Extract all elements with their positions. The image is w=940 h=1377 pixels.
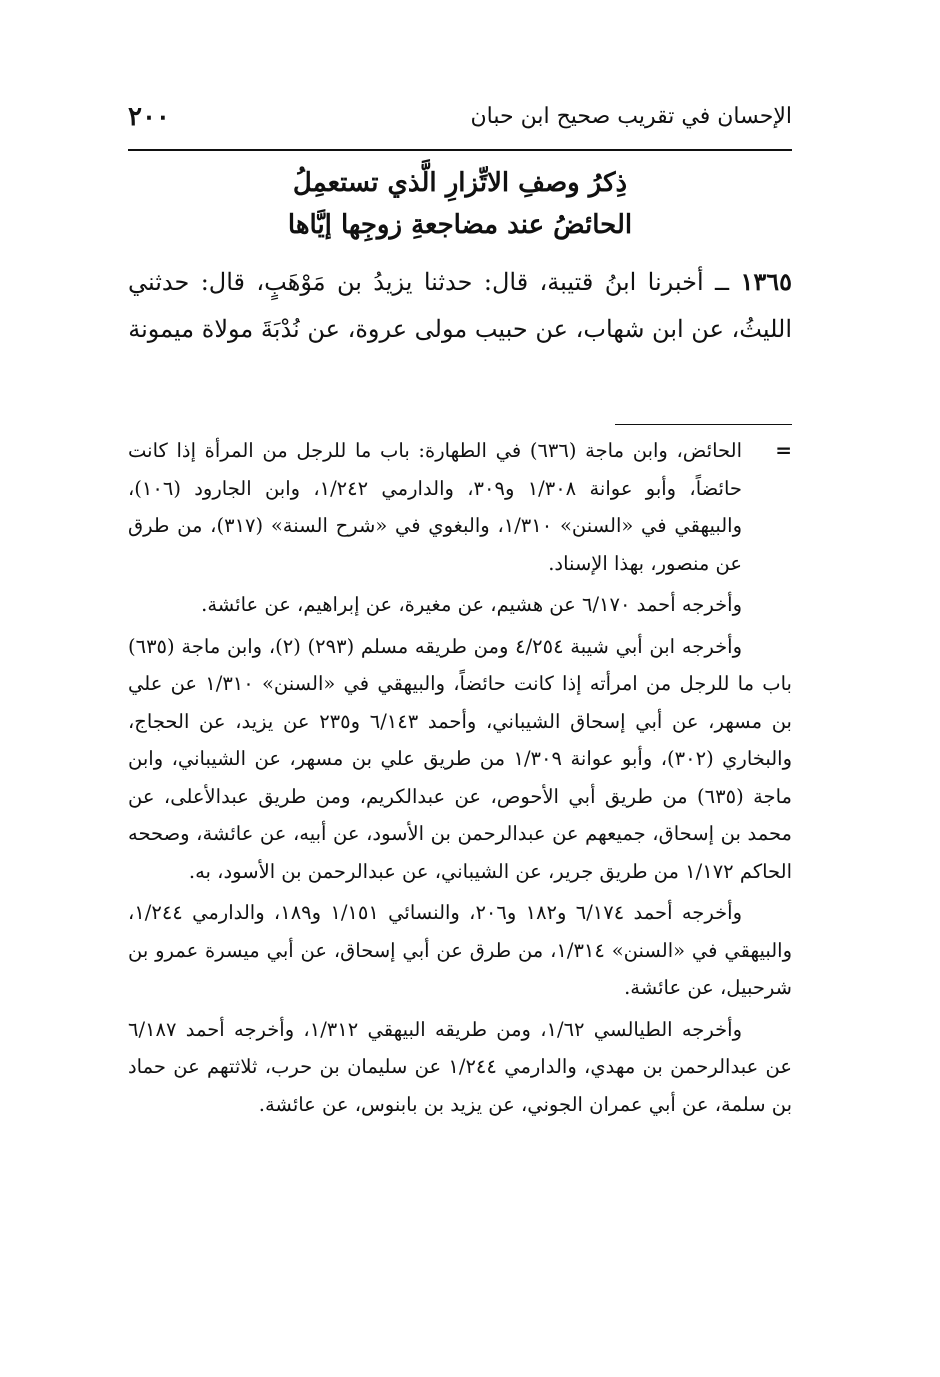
footnote-text: وأخرجه ابن أبي شيبة ٤/٢٥٤ ومن طريقه مسلم (٢٩٣) (٢)، وابن ماجة (٦٣٥) باب ما للرجل من امرأته إذا كانت حائضاً، والبيهقي في «السنن» ١/٣١٠ عن علي بن مسهر، عن أبي إسحاق الشيباني، وأحمد ٦/١٤٣ و٢٣٥ عن يزيد، عن الحجاج، والبخاري (٣٠٢)، وأبو عوانة ١/٣٠٩ من طريق علي بن مسهر، عن الشيباني، وابن ماجة (٦٣٥) من طريق أبي الأحوص، عن عبدالكريم، ومن طريق عبدالأعلى، عن محمد بن إسحاق، جميعهم عن عبدالرحمن بن الأسود، عن أبيه، عن عائشة، وصححه الحاكم ١/١٧٢ من طريق جرير، عن الشيباني، عن عبدالرحمن بن الأسود، به. (128, 634, 793, 883)
footnote-paragraph (128, 628, 792, 891)
hadith-text (128, 258, 792, 353)
footnote-paragraph (128, 1011, 792, 1124)
hadith-number: ١٣٦٥ (740, 267, 792, 296)
footnote-text: الحائض، وابن ماجة (٦٣٦) في الطهارة: باب ما للرجل من المرأة إذا كانت حائضاً، وأبو عوانة ١/٣٠٨ و٣٠٩، والدارمي ١/٢٤٢، وابن الجارود (١٠٦)، والبيهقي في «السنن» ١/٣١٠، والبغوي في «شرح السنة» (٣١٧)، من طرق عن منصور، بهذا الإسناد. (128, 439, 743, 575)
running-header (128, 88, 792, 132)
continuation-mark: = (775, 438, 792, 462)
running-title: الإحسان في تقريب صحيح ابن حبان (470, 104, 792, 129)
chapter-heading (128, 162, 792, 246)
footnote-paragraph (128, 586, 792, 624)
footnote-separator (615, 424, 792, 425)
chapter-heading-line-2: الحائضُ عند مضاجعةِ زوجِها إيَّاها (287, 210, 633, 240)
footnote-paragraph (128, 894, 792, 1007)
footnote-paragraph (128, 432, 792, 582)
page-number: ٢٠٠ (128, 102, 170, 132)
footnote-text: وأخرجه الطيالسي ١/٦٢، ومن طريقه البيهقي ١/٣١٢، وأخرجه أحمد ٦/١٨٧ عن عبدالرحمن بن مهدي، والدارمي ١/٢٤٤ عن سليمان بن حرب، ثلاثتهم عن حماد بن سلمة، عن أبي عمران الجوني، عن يزيد بن بابنوس، عن عائشة. (128, 1017, 793, 1116)
footnote-text: وأخرجه أحمد ٦/١٧٤ و١٨٢ و٢٠٦، والنسائي ١/١٥١ و١٨٩، والدارمي ١/٢٤٤، والبيهقي في «السنن» ١/٣١٤، من طرق عن أبي إسحاق، عن أبي ميسرة عمرو بن شرحبيل، عن عائشة. (128, 901, 792, 999)
chapter-heading-line-1: ذِكرُ وصفِ الاتِّزارِ الَّذي تستعمِلُ (292, 168, 628, 198)
hadith-body: ــ أخبرنا ابنُ قتيبة، قال: حدثنا يزيدُ بن مَوْهَبٍ، قال: حدثني الليثُ، عن ابن شهاب، عن حبيب مولى عروة، عن نُدْبَةَ مولاة ميمونة (128, 268, 792, 343)
footnotes (128, 432, 792, 1127)
header-rule (128, 149, 792, 151)
footnote-text: وأخرجه أحمد ٦/١٧٠ عن هشيم، عن مغيرة، عن إبراهيم، عن عائشة. (201, 593, 742, 616)
